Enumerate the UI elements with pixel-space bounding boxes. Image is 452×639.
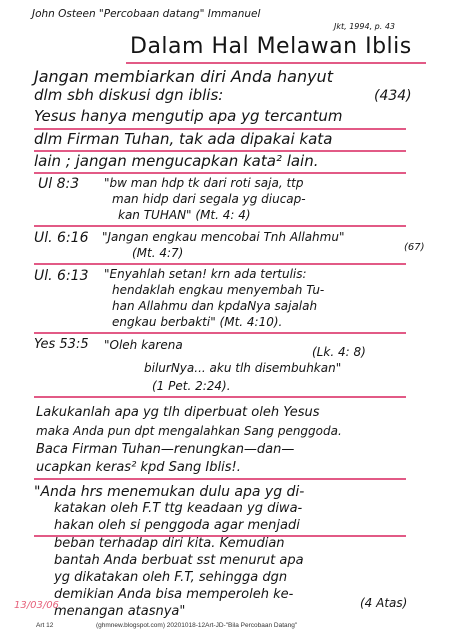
verse-ref: Ul. 6:13 <box>34 268 89 284</box>
paragraph-line: Baca Firman Tuhan—renungkan—dan— <box>36 442 295 457</box>
verse-line: man hidp dari segala yg diucap- <box>112 192 306 206</box>
footer-credit: (ghmnew.blogspot.com) 20201018-12Art-JD-"Bila Percobaan Datang" <box>96 622 298 629</box>
paragraph-line: menangan atasnya" <box>54 604 186 619</box>
intro-line: lain ; jangan mengucapkan kata² lain. <box>34 152 319 170</box>
paragraph-ref: (4 Atas) <box>360 596 408 610</box>
date-stamp: 13/03/06 <box>14 600 59 611</box>
paragraph-line: "Anda hrs menemukan dulu apa yg di- <box>34 484 305 500</box>
paragraph-line: ucapkan keras² kpd Sang Iblis!. <box>36 460 241 475</box>
intro-ref: (434) <box>374 88 412 104</box>
paragraph-line: demikian Anda bisa memperoleh ke- <box>54 587 294 602</box>
paragraph-line: hakan oleh si penggoda agar menjadi <box>54 518 300 533</box>
intro-line: dlm Firman Tuhan, tak ada dipakai kata <box>34 130 333 148</box>
intro-line: dlm sbh diskusi dgn iblis: <box>34 86 224 104</box>
underline <box>34 225 406 227</box>
handwritten-page <box>12 6 442 619</box>
verse-ref: Ul. 6:16 <box>34 230 89 246</box>
page-number: Art 12 <box>36 622 54 629</box>
paragraph-line: bantah Anda berbuat sst menurut apa <box>54 553 304 568</box>
underline <box>34 332 406 334</box>
underline <box>34 396 406 398</box>
intro-line: Jangan membiarkan diri Anda hanyut <box>34 67 333 86</box>
verse-line: "Enyahlah setan! krn ada tertulis: <box>104 267 307 281</box>
underline <box>34 172 406 174</box>
verse-note: (Lk. 4: 8) <box>312 345 366 359</box>
intro-line: Yesus hanya mengutip apa yg tercantum <box>34 107 343 125</box>
verse-line: "bw man hdp tk dari roti saja, ttp <box>104 176 304 190</box>
verse-ref: Ul 8:3 <box>38 176 80 192</box>
verse-line: han Allahmu dan kpdaNya sajalah <box>112 299 318 313</box>
title-underline <box>126 62 426 64</box>
verse-line: "Oleh karena <box>104 338 183 352</box>
source-citation-date: Jkt, 1994, p. 43 <box>334 22 396 31</box>
verse-line: bilurNya... aku tlh disembuhkan" <box>144 361 342 375</box>
verse-line: engkau berbakti" (Mt. 4:10). <box>112 315 283 329</box>
paragraph-line: maka Anda pun dpt mengalahkan Sang penggoda. <box>36 424 342 438</box>
underline <box>34 263 406 265</box>
paragraph-line: beban terhadap diri kita. Kemudian <box>54 536 285 551</box>
verse-line: (1 Pet. 2:24). <box>152 379 231 393</box>
verse-line: kan TUHAN" (Mt. 4: 4) <box>118 208 251 222</box>
verse-line: (Mt. 4:7) <box>132 246 184 260</box>
verse-note: (67) <box>404 242 425 253</box>
page-title: Dalam Hal Melawan Iblis <box>130 34 412 59</box>
source-citation: John Osteen "Percobaan datang" Immanuel <box>32 8 261 20</box>
paragraph-line: Lakukanlah apa yg tlh diperbuat oleh Yesus <box>36 405 320 420</box>
verse-line: hendaklah engkau menyembah Tu- <box>112 283 325 297</box>
verse-ref: Yes 53:5 <box>34 337 89 352</box>
verse-line: "Jangan engkau mencobai Tnh Allahmu" <box>102 230 345 244</box>
underline <box>34 478 406 480</box>
paragraph-line: yg dikatakan oleh F.T, sehingga dgn <box>54 570 288 585</box>
paragraph-line: katakan oleh F.T ttg keadaan yg diwa- <box>54 501 303 516</box>
